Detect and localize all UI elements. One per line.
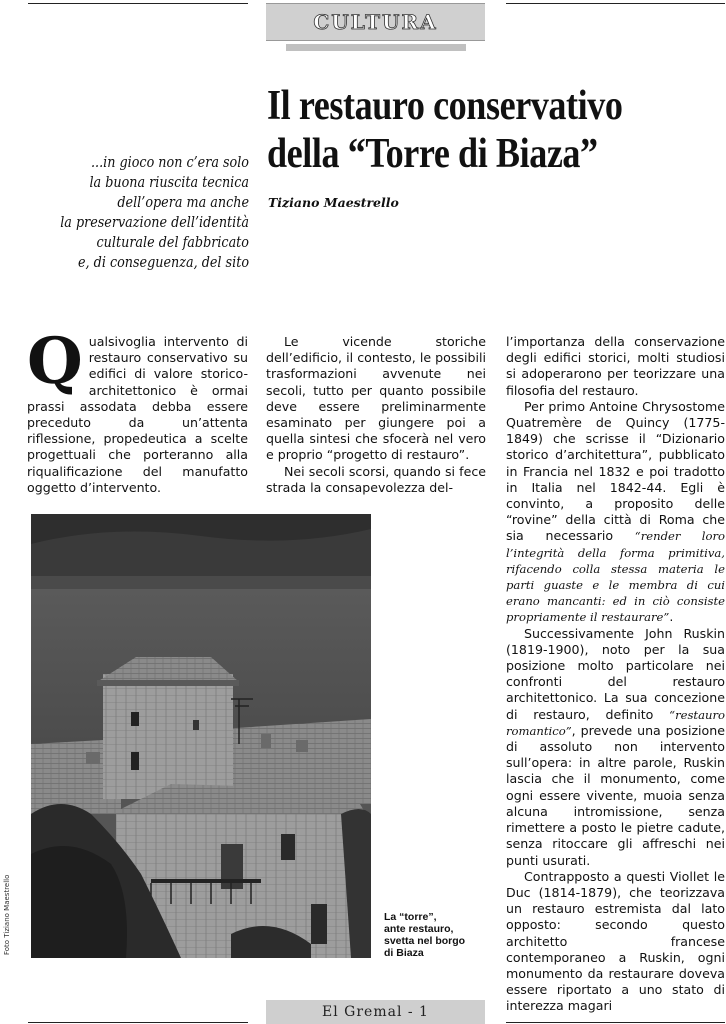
tower-photo-illustration: [31, 514, 371, 958]
pull-quote-line: la buona riuscita tecnica: [89, 175, 249, 191]
top-rule-right: [506, 3, 725, 4]
paragraph-text: , prevede una posizione di assoluto non intervento sull’opera: in altre parole, Ruskin lascia che il monumento, come ogni essere vivente, muoia senza alcuna intromissione, senza rimettere a posto le pietre cadute, senza ritoccare gli affreschi nei punti usurati.: [506, 722, 725, 868]
photo-credit: Foto Tiziano Maestrello: [3, 874, 11, 955]
pull-quote-line: ...in gioco non c’era solo: [90, 155, 249, 171]
caption-line: La “torre”,: [384, 911, 437, 923]
page-footer: [266, 1000, 485, 1024]
article-column-1: [27, 324, 248, 496]
paragraph: [506, 626, 725, 869]
tower-photo: [31, 514, 371, 958]
bottom-rule-left: [28, 1022, 248, 1023]
paragraph: Contrapposto a questi Viollet le Duc (1814-1879), che teorizzava un restauro estremista dal lato opposto: secondo questo architetto francese contemporaneo a Ruskin, ogni monumento da restaurare doveva essere riportato a uno stato di interezza magari: [506, 868, 725, 1014]
quotation: “render loro l’integrità della forma primitiva, rifacendo colla stessa materia le parti guaste e le membra di cui erano mancanti: ed in ciò consiste propriamente il restaurare”: [506, 529, 725, 625]
paragraph-text: Successivamente John Ruskin (1819-1900), noto per la sua posizione molto particolare nei confronti del restauro architettonico. La sua concezione di restauro, definito: [506, 625, 725, 722]
pull-quote-line: la preservazione dell’identità: [60, 215, 249, 231]
photo-caption: [384, 911, 479, 959]
section-underbar: [286, 44, 466, 51]
paragraph: Le vicende storiche dell’edificio, il contesto, le possibili trasformazioni avvenute nei secoli, tutto per quanto possibile deve essere preliminarmente esaminato per giungere poi a quella sintesi che sfocerà nel vero e proprio “progetto di restauro”.: [266, 334, 486, 463]
paragraph: ualsivoglia intervento di restauro conservativo su edifici di valore storico-architettonico è ormai prassi assodata debba essere preceduto da un’attenta riflessione, propedeutica a scelte progettuali che porteranno alla riqualificazione del manufatto oggetto d’intervento.: [27, 334, 248, 495]
top-rule-left: [28, 3, 248, 4]
pull-quote-line: e, di conseguenza, del sito: [77, 255, 249, 271]
paragraph-text: Per primo Antoine Chrysostome Quatremère de Quincy (1775-1849) che scrisse il “Dizionario storico d’architettura”, pubblicato in Francia nel 1832 e poi tradotto in Italia nel 1842-44. Egli è convinto, a proposito delle “rovine” della città di Roma che sia necessario: [506, 398, 725, 544]
title-line-1: Il restauro conservativo: [267, 83, 623, 129]
article-column-3: [506, 334, 725, 1015]
drop-cap: Q: [27, 324, 83, 399]
caption-line: di Biaza: [384, 947, 424, 959]
title-line-2: della “Torre di Biaza”: [267, 131, 598, 177]
paragraph: l’importanza della conservazione degli edifici storici, molti studiosi si adoperarono per teorizzare una filosofia del restauro.: [506, 334, 725, 398]
bottom-rule-right: [506, 1022, 725, 1023]
quotation: “restauro romantico”: [506, 707, 725, 738]
paragraph-text: .: [669, 609, 674, 625]
footer-page-label: El Gremal - 1: [322, 1004, 429, 1020]
caption-line: ante restauro,: [384, 923, 454, 935]
paragraph: Nei secoli scorsi, quando si fece strada la consapevolezza del-: [266, 463, 486, 495]
paragraph: [506, 399, 725, 626]
pull-quote-line: culturale del fabbricato: [96, 235, 249, 251]
pull-quote-line: dell’opera ma anche: [117, 195, 249, 211]
article-column-2: [266, 334, 486, 496]
pull-quote: [47, 153, 249, 273]
article-author: Tiziano Maestrello: [268, 195, 399, 210]
section-label: CULTURA: [313, 10, 438, 34]
article-title: [267, 82, 654, 178]
caption-line: svetta nel borgo: [384, 935, 466, 947]
section-header: [266, 3, 485, 41]
